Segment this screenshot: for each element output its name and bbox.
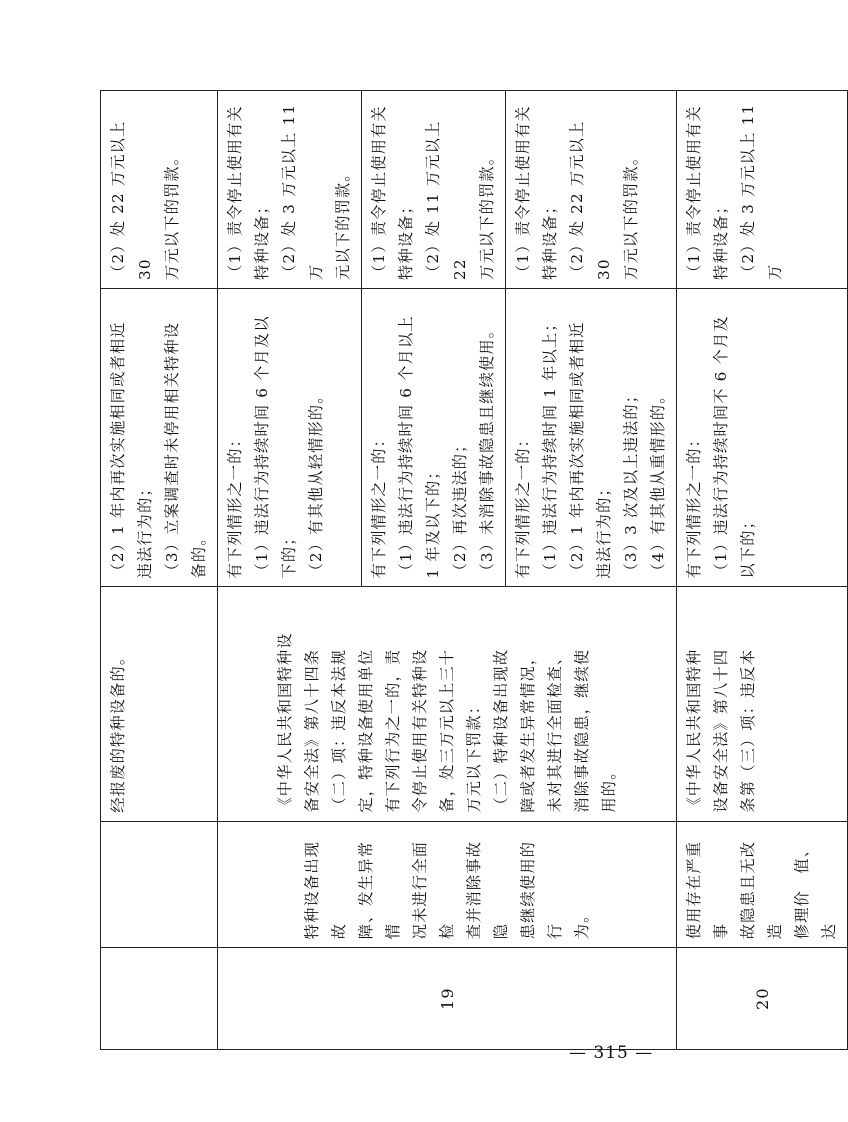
basis-line: 《中华人民共和国特种设 — [275, 632, 294, 813]
behavior-line: 特种设备出现故 — [302, 840, 348, 940]
behavior-line: 修理价 值、达 — [793, 840, 838, 940]
penalty-line: （2）处 22 万元以上 30 — [109, 114, 154, 280]
row-number-20: 20 — [677, 948, 848, 1050]
circumstances-line: 1 年及以下的； — [424, 463, 442, 579]
penalty-line: （1）责令停止使用有关 — [226, 105, 244, 280]
circumstances-line: （2）1 年内再次实施相同或者相近 — [109, 321, 127, 579]
penalty-line: （1）责令停止使用有关 — [685, 105, 703, 280]
circumstances-line: 有下列情形之一的： — [685, 430, 703, 579]
penalty-line: 万元以下的罚款。 — [622, 148, 640, 280]
basis-line: 经报废的特种设备的。 — [109, 648, 127, 813]
basis-line: 有下列行为之一的，责 — [383, 648, 402, 813]
behavior-line: 故隐患且无改造 — [739, 840, 784, 940]
circumstances-line: （2）1 年内再次实施相同或者相近 — [568, 321, 586, 579]
circumstances-cell — [101, 288, 218, 587]
circumstances-cell — [218, 288, 362, 587]
penalty-line: 特种设备； — [397, 198, 415, 280]
behavior-cell — [218, 821, 677, 948]
circumstances-line: （4）有其他从重情形的。 — [649, 387, 667, 579]
basis-line: 备安全法》第八十四条 — [302, 648, 321, 813]
penalty-line: （1）责令停止使用有关 — [514, 105, 532, 280]
circumstances-line: （3）立案调查时未停用相关特种设 — [163, 321, 181, 579]
basis-line: 令停止使用有关特种设 — [410, 648, 429, 813]
row-number-19: 19 — [218, 948, 677, 1050]
circumstances-cell — [677, 288, 848, 587]
basis-line: 用的。 — [599, 763, 618, 813]
circumstances-line: （1）违法行为持续时间不 6 个月及 — [712, 315, 730, 579]
behavior-cell — [101, 821, 218, 948]
penalty-line: （2）处 22 万元以上 30 — [568, 114, 613, 280]
circumstances-cell — [506, 288, 677, 587]
penalty-line: 元以下的罚款。 — [334, 165, 352, 280]
behavior-line: 况未进行全面检 — [410, 840, 456, 940]
circumstances-line: （2）有其他从轻情形的。 — [307, 387, 325, 579]
penalty-line: 万元以下的罚款。 — [478, 148, 496, 280]
behavior-line: 为。 — [572, 906, 591, 940]
circumstances-cell — [362, 288, 506, 587]
circumstances-line: （3）未消除事故隐患且继续使用。 — [478, 321, 496, 579]
basis-line: （二）项：违反本法规 — [329, 648, 348, 813]
penalty-line: （2）处 11 万元以上 22 — [424, 114, 469, 280]
basis-line: 定，特种设备使用单位 — [356, 648, 375, 813]
penalty-line: 特种设备； — [712, 198, 730, 280]
page-number: — 315 — — [569, 1043, 654, 1063]
basis-line: 万元以下罚款： — [464, 697, 483, 813]
circumstances-line: 有下列情形之一的： — [370, 430, 388, 579]
table-row-19-a — [218, 91, 362, 1050]
circumstances-line: 违法行为的； — [136, 480, 154, 579]
penalty-cell — [218, 91, 362, 289]
penalty-cell — [677, 91, 848, 289]
circumstances-line: （2）再次违法的； — [451, 436, 469, 579]
circumstances-line: 有下列情形之一的： — [514, 430, 532, 579]
number-cell — [101, 948, 218, 1050]
penalty-cell — [506, 91, 677, 289]
basis-line: 消除事故隐患，继续使 — [572, 648, 591, 813]
penalty-cell — [362, 91, 506, 289]
circumstances-line: （1）违法行为持续时间 1 年以上； — [541, 315, 559, 579]
table-row-continuation — [101, 91, 218, 1050]
penalty-line: 万元以下的罚款。 — [163, 148, 181, 280]
basis-cell — [677, 587, 848, 821]
table-row-20 — [677, 91, 848, 1050]
behavior-line: 查并消除事故隐 — [464, 840, 510, 940]
behavior-line: 使用存在严重事 — [685, 840, 730, 940]
penalty-line: 特种设备； — [541, 198, 559, 280]
basis-line: 条第（三）项：违反本 — [739, 648, 757, 813]
basis-line: 障或者发生异常情况， — [518, 648, 537, 813]
basis-cell — [218, 587, 677, 821]
penalty-line: （2）处 3 万元以上 11 万 — [280, 97, 325, 280]
basis-cell — [101, 587, 218, 821]
circumstances-line: 备的。 — [190, 529, 208, 579]
penalty-line: 特种设备； — [253, 198, 271, 280]
basis-line: 未对其进行全面检查、 — [545, 648, 564, 813]
circumstances-line: （1）违法行为持续时间 6 个月及以 — [253, 315, 271, 579]
penalty-standards-table — [100, 90, 848, 1050]
penalty-line: （2）处 3 万元以上 11 万 — [739, 97, 784, 280]
behavior-line: 障、发生异常情 — [356, 840, 402, 940]
penalty-line: （1）责令停止使用有关 — [370, 105, 388, 280]
circumstances-line: （3）3 次及以上违法的； — [622, 386, 640, 579]
behavior-line: 患继续使用的行 — [518, 840, 564, 940]
behavior-cell — [677, 821, 848, 948]
penalty-cell — [101, 91, 218, 289]
basis-line: 《中华人民共和国特种 — [685, 648, 703, 813]
basis-line: 备，处三万元以上三十 — [437, 648, 456, 813]
circumstances-line: 违法行为的； — [595, 480, 613, 579]
basis-line: （二）特种设备出现故 — [491, 648, 510, 813]
basis-line: 设备安全法》第八十四 — [712, 648, 730, 813]
circumstances-line: 下的； — [280, 529, 298, 579]
circumstances-line: （1）违法行为持续时间 6 个月以上 — [397, 315, 415, 579]
circumstances-line: 有下列情形之一的： — [226, 430, 244, 579]
circumstances-line: 以下的； — [739, 512, 757, 579]
